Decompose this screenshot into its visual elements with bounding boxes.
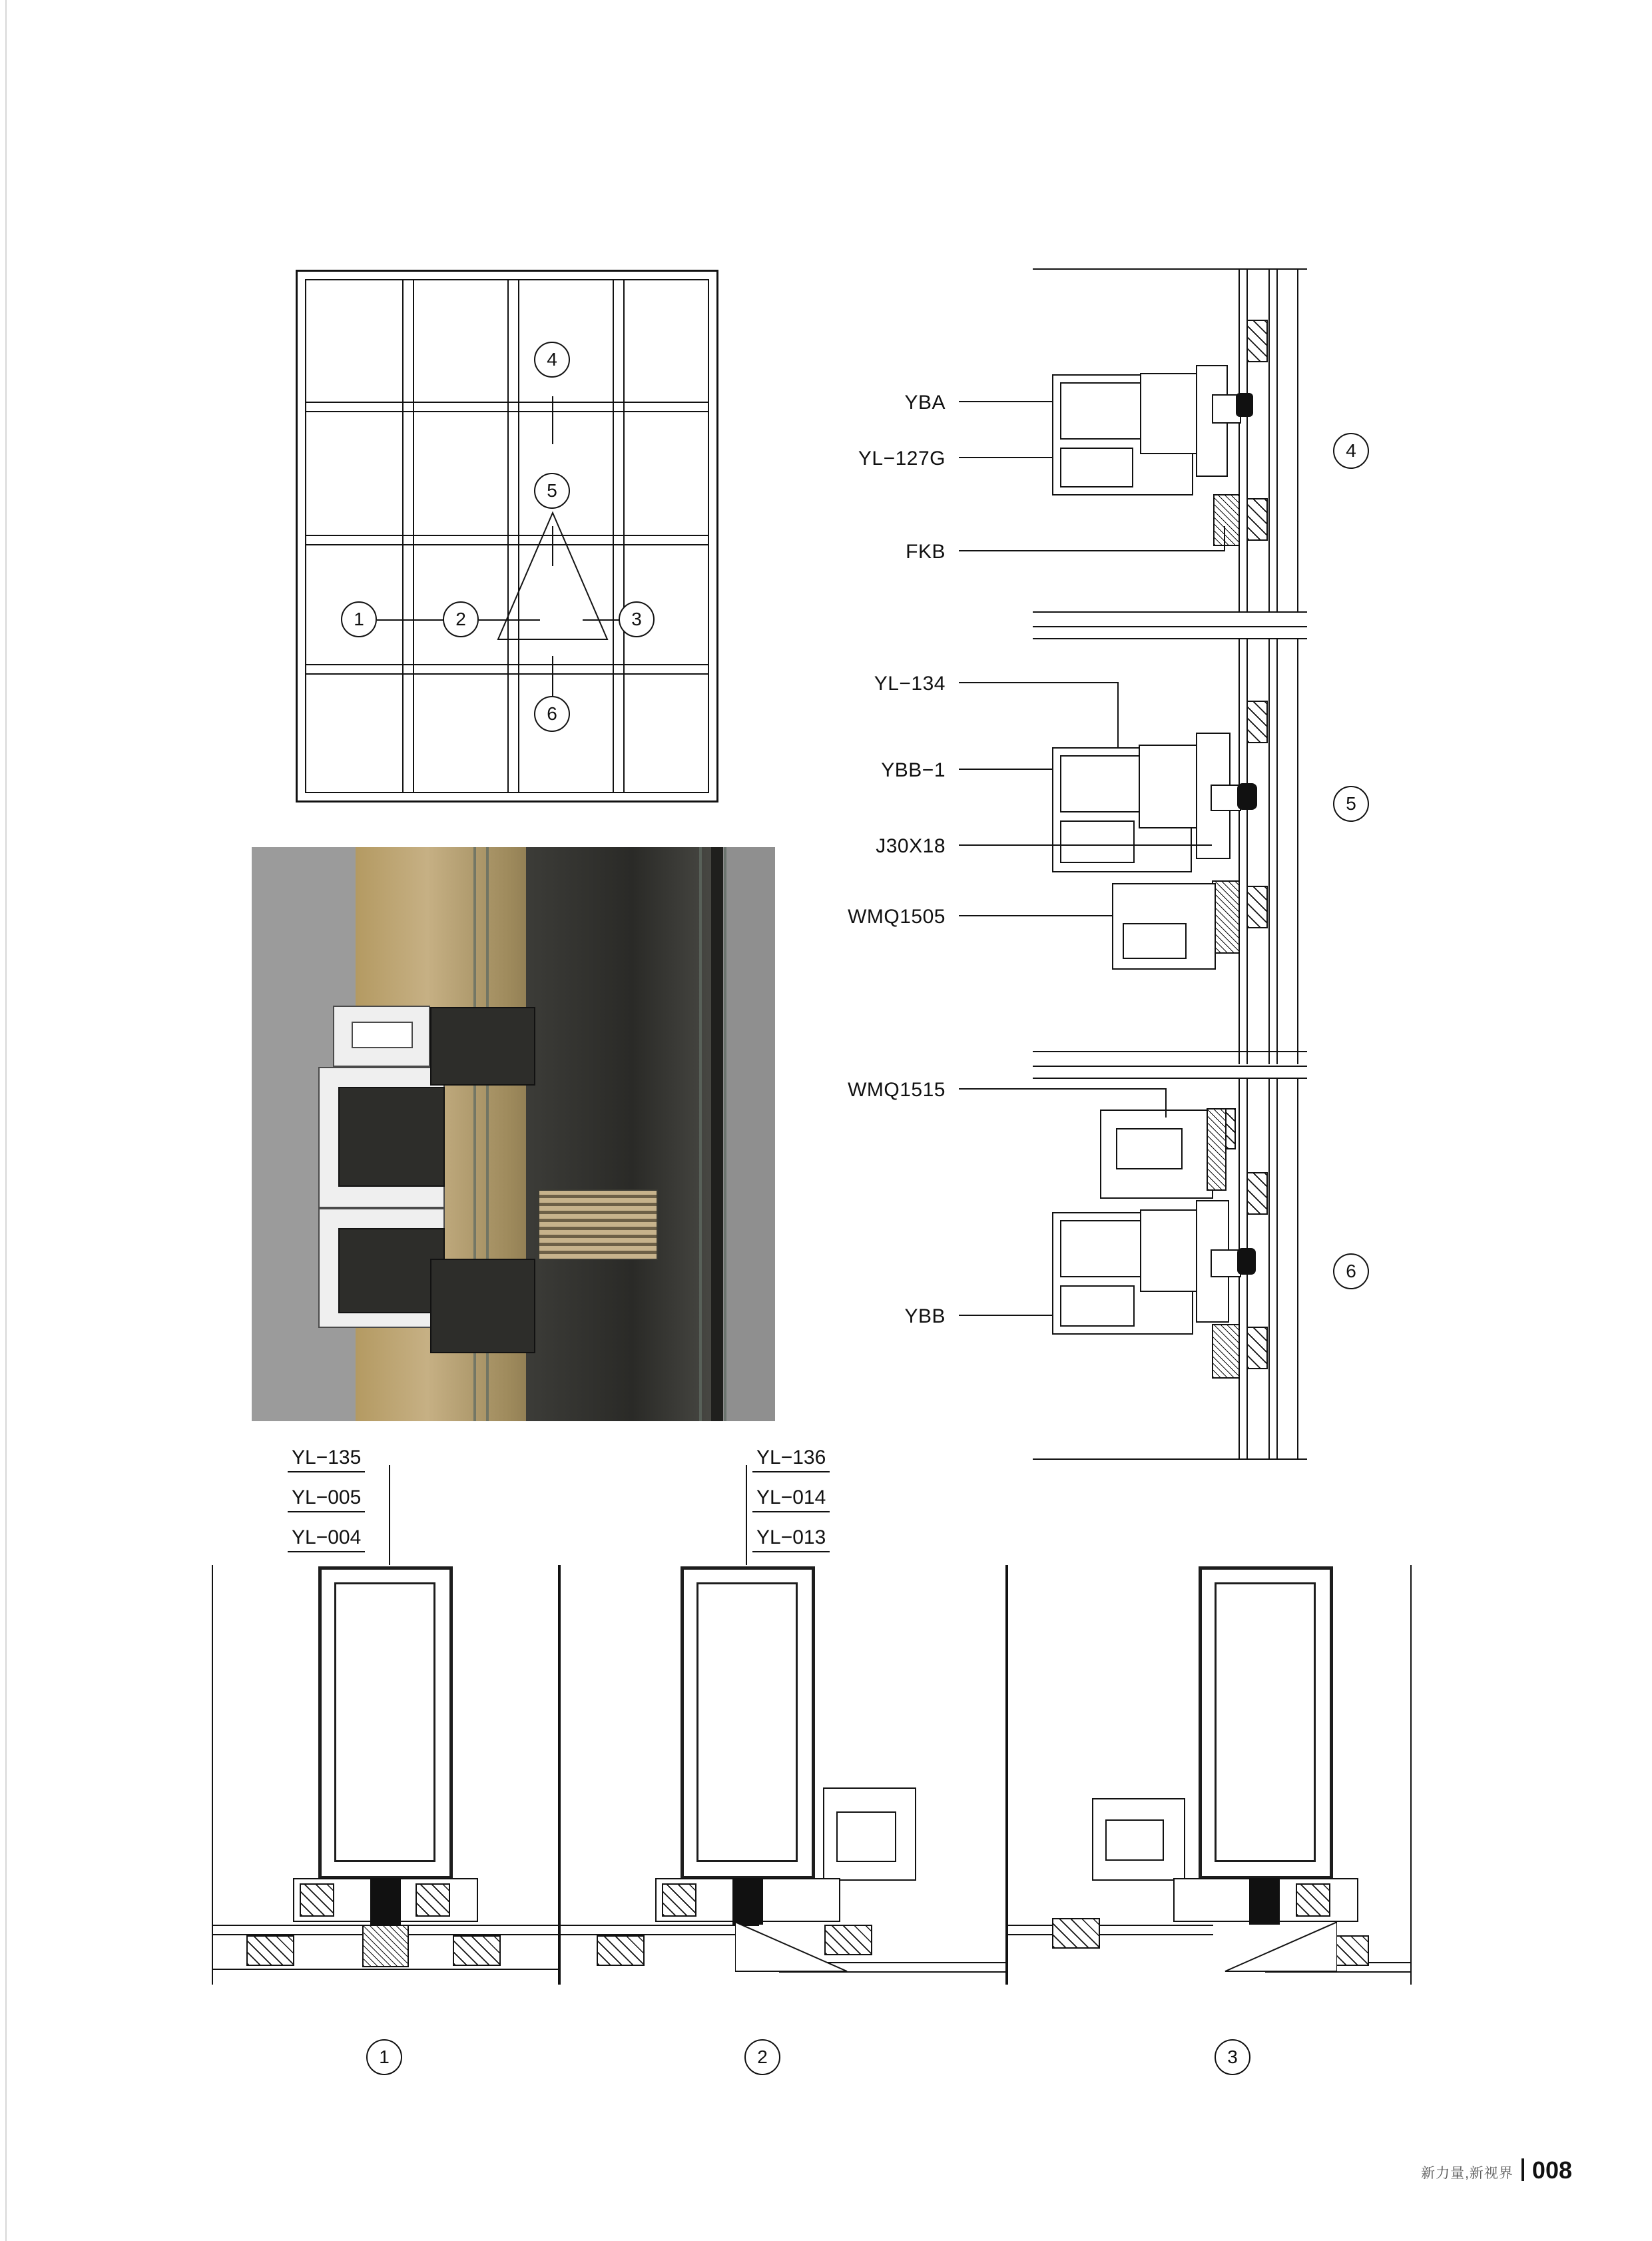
bottom3-bubble[interactable]: 3 [1215,2039,1250,2075]
leader-6-vertical [552,656,553,696]
bottom-label-yl005: YL−005 [288,1486,365,1512]
detail5-label-j30x18: J30X18 [876,835,946,857]
bottom3-mullion-cavity [1215,1582,1316,1862]
bottom3-slab-top [1007,1925,1213,1926]
bottom-label-yl136: YL−136 [752,1446,830,1472]
detail6-anchor-bottom [1246,1327,1268,1369]
bottom2-slab-top [559,1925,759,1926]
detail4-bubble[interactable]: 4 [1333,433,1369,469]
detail4-anchor-bottom [1246,498,1268,541]
detail6-leader-wmq1515-v [1165,1088,1167,1118]
detail5-bubble[interactable]: 5 [1333,786,1369,822]
bottom2-slab-mid [559,1934,759,1935]
detail5-anchor-top [1246,701,1268,743]
detail6-anchor-mid [1246,1172,1268,1215]
detail4-leader-fkb-v [1224,526,1225,551]
detail4-sash [1140,373,1197,454]
bottom1-bubble[interactable]: 1 [366,2039,402,2075]
detail5-leader-j30x18 [959,844,1212,846]
detail5-wall-line-1 [1239,638,1240,1064]
render-cap-bottom [430,1259,535,1353]
detail5-frame-cavity-2 [1060,820,1135,863]
detail4-break-bottom-b [1033,626,1307,627]
leader-4-vertical [552,396,553,444]
leader-1-horizontal [377,619,446,621]
detail6-label-ybb: YBB [904,1305,946,1327]
detail5-glass-line-1 [1268,638,1270,1064]
detail6-sash [1140,1209,1197,1292]
detail6-break-bottom [1033,1458,1307,1460]
bottom3-sill-adapter-cavity [1105,1819,1164,1861]
callout-bubble-3[interactable]: 3 [619,601,655,637]
detail5-leader-yl134-v [1117,682,1119,749]
callout-bubble-4[interactable]: 4 [534,342,570,378]
detail6-head-cavity [1116,1128,1183,1169]
detail4-break-top [1033,268,1307,270]
detail6-glass-line-1 [1268,1078,1270,1458]
bottom-label-yl135: YL−135 [288,1446,365,1472]
footer-divider [1521,2158,1524,2181]
detail6-outer-line [1297,1078,1298,1458]
render-dark-edge [711,847,723,1421]
bottom3-left-edge [1007,1565,1008,1985]
bottom3-sill-hatch-right [1296,1883,1330,1917]
render-cap-top [430,1007,535,1086]
bottom2-center-gasket [732,1878,763,1925]
bottom1-sill-hatch-left [300,1883,334,1917]
bottom2-left-edge [559,1565,561,1985]
detail5-label-wmq1505: WMQ1505 [848,906,946,928]
detail5-break-top [1033,638,1307,639]
detail4-frame-cavity-2 [1060,448,1133,487]
detail4-glass-line-2 [1276,268,1278,611]
bottom1-center-gasket [370,1878,401,1925]
detail5-gasket [1237,783,1257,810]
bottom2-slab-hatch-1 [597,1935,645,1966]
detail5-break-bottom-a [1033,1051,1307,1052]
render-glass-line-3 [699,847,702,1421]
detail5-sill-cavity [1123,923,1187,959]
bottom2-bubble[interactable]: 2 [744,2039,780,2075]
detail5-label-ybb1: YBB−1 [881,759,946,781]
detail5-sash [1139,745,1197,828]
detail5-outer-line [1297,638,1298,1064]
detail5-leader-ybb1 [959,769,1053,770]
elevation-mullion-1 [402,279,404,793]
bottom3-center-gasket [1249,1878,1280,1925]
callout-bubble-2[interactable]: 2 [443,601,479,637]
render-thermal-break-bellows [538,1189,658,1260]
detail4-label-fkb: FKB [906,541,946,563]
detail4-leader-yl127g [959,457,1053,458]
detail6-glass-line-2 [1276,1078,1278,1458]
render-dark-panel [526,847,719,1421]
detail4-wall-line-1 [1239,268,1240,611]
detail5-leader-yl134 [959,682,1119,683]
callout-bubble-6[interactable]: 6 [534,696,570,732]
bottom1-slab-hatch-1 [246,1935,294,1966]
detail4-leader-fkb [959,550,1225,551]
bottom-label-yl013: YL−013 [752,1526,830,1552]
bottom-label-yl014: YL−014 [752,1486,830,1512]
bottom-label-yl004: YL−004 [288,1526,365,1552]
bottom3-right-edge [1410,1565,1412,1985]
callout-bubble-1[interactable]: 1 [341,601,377,637]
elevation-transom-3 [305,664,709,665]
detail6-sealant-bottom [1212,1324,1240,1379]
detail4-outer-line [1297,268,1298,611]
detail4-glass-line-1 [1268,268,1270,611]
detail4-break-bottom-a [1033,611,1307,613]
detail4-anchor-top [1246,320,1268,362]
bottom3-slab-mid [1007,1934,1213,1935]
detail4-leader-yba [959,401,1053,402]
footer-slogan: 新力量,新视界 [1421,2166,1514,2181]
detail5-label-yl134: YL−134 [874,673,946,695]
bottom1-slab-hatch-2 [453,1935,501,1966]
bottom1-mullion-cavity [334,1582,435,1862]
leader-2-horizontal [479,619,540,621]
detail5-glass-line-2 [1276,638,1278,1064]
leader-5-vertical [552,526,553,566]
detail5-break-bottom-b [1033,1066,1307,1067]
bottom2-mullion-cavity [696,1582,798,1862]
bottom2-slab-slope [735,1922,848,1973]
detail6-leader-ybb [959,1315,1053,1316]
detail6-label-wmq1515: WMQ1515 [848,1079,946,1101]
page-margin-rule [5,0,7,2241]
page-footer [1421,2158,1572,2182]
elevation-transom-1 [305,402,709,403]
bottom-leader-group2 [746,1465,747,1565]
detail6-leader-wmq1515 [959,1088,1167,1090]
detail6-gasket [1237,1248,1256,1275]
bottom2-sill-hatch-left [662,1883,696,1917]
detail4-label-yba: YBA [904,392,946,414]
elevation-transom-1b [305,411,709,412]
detail5-sealant [1212,880,1240,954]
detail4-label-yl127g: YL−127G [858,448,946,470]
profile-render-photo [252,847,775,1421]
detail5-anchor-bottom [1246,886,1268,928]
page-number: 008 [1531,2156,1572,2184]
detail4-gasket [1236,393,1253,417]
bottom1-slab-bottom [212,1969,558,1970]
bottom-leader-group1 [389,1465,390,1565]
bottom1-sill-hatch-right [415,1883,450,1917]
render-profile-bottom-dark [338,1228,445,1313]
detail4-sealant [1213,494,1240,546]
bottom1-slab-sealant [362,1925,409,1967]
render-glass-line-4 [724,847,726,1421]
detail6-sealant-top [1207,1108,1227,1191]
bottom3-slab-slope [1224,1922,1337,1973]
elevation-transom-3b [305,673,709,675]
detail6-frame-cavity-2 [1060,1285,1135,1327]
elevation-mullion-3b [623,279,625,793]
callout-bubble-5[interactable]: 5 [534,473,570,509]
render-profile-mid-dark [338,1087,445,1187]
render-profile-top-cavity [352,1022,413,1048]
elevation-mullion-3 [613,279,614,793]
bottom1-left-edge [212,1565,213,1985]
elevation-mullion-1b [413,279,414,793]
bottom3-slab-hatch-1 [1052,1918,1100,1949]
detail6-break-top [1033,1078,1307,1079]
detail5-leader-wmq1505 [959,915,1112,916]
detail6-bubble[interactable]: 6 [1333,1253,1369,1289]
bottom2-sill-adapter-cavity [836,1811,896,1862]
